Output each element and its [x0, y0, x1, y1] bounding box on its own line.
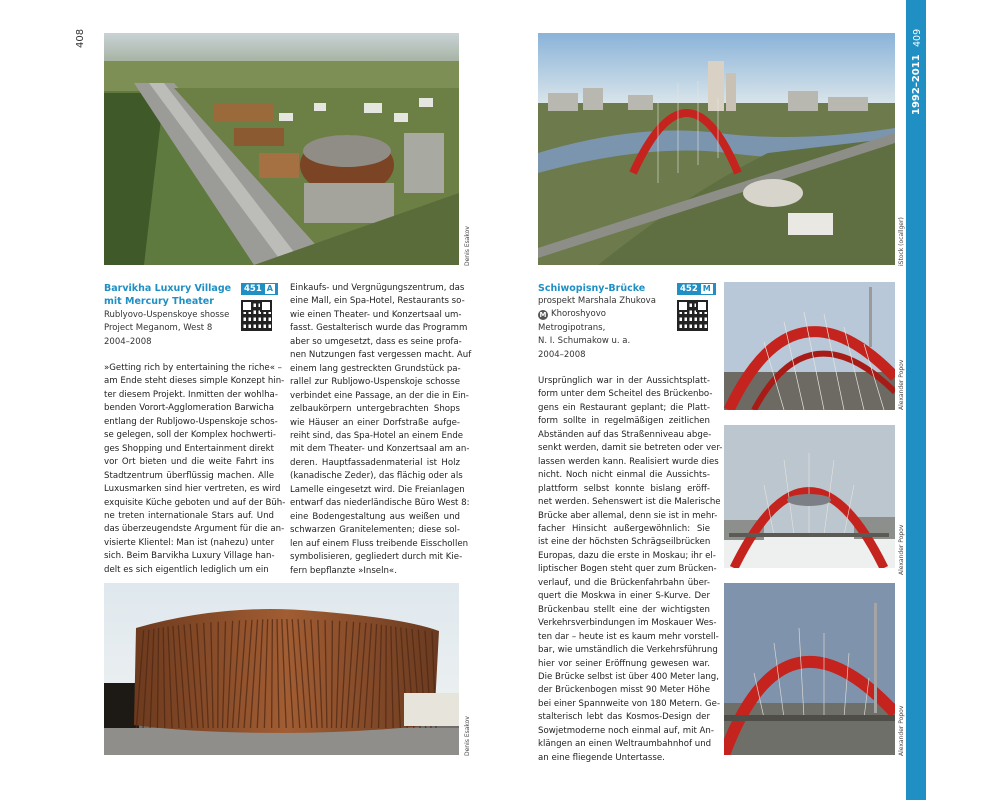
- text-line: rallel zur Rubljowo-Uspenskoje schosse: [290, 377, 460, 388]
- entry-451-number-badge: [241, 283, 278, 295]
- photo-credit-left-bottom: Denis Esakov: [464, 716, 471, 756]
- text-line: wie einen Theater- und Konzertsaal um-: [290, 309, 462, 320]
- entry-451-text-column-1: [104, 362, 286, 577]
- text-line: quert die Moskwa in einer S-Kurve. Der: [538, 591, 710, 602]
- text-line: ist eine der höchsten Schrägseilbrücken: [538, 537, 711, 548]
- theater-facade-photo: [104, 583, 459, 755]
- text-line: liptischer Bogen steht quer zum Brücken-: [538, 564, 717, 575]
- text-line: das überzeugendste Argument für die an-: [104, 524, 285, 535]
- text-line: Brückenbau stellt eine der wichtigsten: [538, 604, 710, 615]
- text-line: plattform selbst konnte bislang eröff-: [538, 483, 710, 494]
- text-line: form unter dem Scheitel des Brückenbo-: [538, 389, 713, 400]
- text-line: fern bepflanzte »Inseln«.: [290, 565, 397, 576]
- entry-452-title: Schiwopisny-Brücke: [538, 283, 646, 294]
- text-line: Abständen auf das Straßenniveau abge-: [538, 429, 712, 440]
- photo-credit-side-3: Alexander Popov: [898, 705, 905, 756]
- text-line: Einkaufs- und Vergnügungszentrum, das: [290, 283, 465, 293]
- text-line: wie Häuser an einer Dorfstraße aufge-: [290, 417, 460, 428]
- left-page-number: 408: [75, 28, 86, 48]
- text-line: Die Brücke selbst ist über 400 Meter lang,: [538, 671, 719, 682]
- text-line: gens ein Restaurant geplant; die Platt-: [538, 402, 710, 413]
- entry-451-category-letter: A: [266, 284, 273, 293]
- entry-451-years: 2004–2008: [104, 336, 152, 347]
- text-line: se gelegen, soll der Komplex hochwerti-: [104, 430, 277, 441]
- entry-451-text-column-2: [290, 282, 472, 578]
- text-line: benden Vorort-Agglomeration Barwicha: [104, 403, 274, 414]
- text-line: mit dem Theater- und Konzertsaal am an-: [290, 444, 470, 455]
- text-line: schwarzen Granitelementen; diese sol-: [290, 525, 460, 536]
- text-line: hier vor seiner Eröffnung gewesen war.: [538, 658, 710, 669]
- photo-credit-left-top: Denis Esakov: [464, 226, 471, 266]
- text-line: Verkehrsverbindungen im Moskauer Wes-: [538, 618, 717, 629]
- entry-452-engineers-1: Metrogipotrans,: [538, 322, 606, 333]
- text-line: visierte Klientel: Man ist (nahezu) unter: [104, 537, 275, 548]
- text-line: am Ende steht dieses simple Konzept hin-: [104, 376, 285, 387]
- entry-451-title: [104, 282, 244, 308]
- text-line: nicht. Noch nicht einmal die Aussichts-: [538, 470, 710, 481]
- bridge-arch-photo-1: [724, 282, 895, 410]
- bridge-arch-photo-2: [724, 425, 895, 568]
- entry-452-address: prospekt Marshala Zhukova: [538, 296, 656, 306]
- entry-452-metro: [538, 308, 678, 321]
- text-line: reiht sind, das Spa-Hotel an einem Ende: [290, 430, 464, 441]
- text-line: delt es sich eigentlich lediglich um ein: [104, 564, 269, 575]
- photo-credit-right-top: iStock (ocallger): [898, 217, 905, 266]
- entry-452-meta: [538, 295, 678, 362]
- entry-452-engineers-2: N. I. Schumakow u. a.: [538, 336, 631, 347]
- text-line: der Brückenbogen misst 90 Meter Höhe: [538, 685, 710, 696]
- chapter-period-label: 1992–2011: [911, 54, 922, 115]
- text-line: Brücke aber allemal, denn sie ist in mehr-: [538, 510, 718, 521]
- text-line: entwarf das niederländische Büro West 8:: [290, 498, 470, 509]
- text-line: senkt werden, damit sie betreten oder ver-: [538, 443, 723, 454]
- text-line: nen Nutzungen fast vergessen macht. Auf: [290, 350, 472, 361]
- text-line: klängen an einen Weltraumbahnhof und: [538, 739, 712, 750]
- bridge-arch-photo-3: [724, 583, 895, 755]
- text-line: an eine fliegende Untertasse.: [538, 752, 665, 763]
- text-line: facher Hinsicht außergewöhnlich: Sie: [538, 523, 710, 534]
- entry-451-address: Rublyovo-Uspenskoye shosse: [104, 310, 230, 320]
- text-line: entlang der Rubljowo-Uspenskoje schos-: [104, 416, 278, 427]
- metro-icon: M: [539, 311, 547, 320]
- entry-451-architects: Project Meganom, West 8: [104, 323, 213, 334]
- text-line: einem lang gestreckten Grundstück pa-: [290, 363, 461, 374]
- text-line: Luxusmarken sind hier vertreten, es wird: [104, 484, 281, 495]
- text-line: net werden. Sehenswert ist die Malerische: [538, 497, 721, 508]
- text-line: »Getting rich by entertaining the riche« –: [104, 363, 282, 373]
- text-line: ten dar – heute ist es kaum mehr vorstell-: [538, 631, 719, 642]
- text-line: len auf einem Fluss treibende Eisschollen: [290, 538, 469, 549]
- photo-credit-side-2: Alexander Popov: [898, 524, 905, 575]
- entry-452-years: 2004–2008: [538, 349, 586, 360]
- text-line: Lamelle eingesetzt wird. Die Freianlagen: [290, 484, 465, 495]
- text-line: fasst. Gestalterisch wurde das Programm: [290, 323, 468, 334]
- entry-452-number-badge: [677, 283, 716, 295]
- entry-452-text: [538, 375, 723, 765]
- entry-452-number: 452: [680, 284, 698, 294]
- text-line: Sowjetmoderne noch einmal auf, mit An-: [538, 725, 714, 736]
- text-line: zelbaukörpern untergebrachten Shops: [290, 404, 460, 415]
- entry-452-qr-code-icon[interactable]: [677, 300, 708, 331]
- text-line: aber so umgesetzt, dass es seine profa-: [290, 336, 462, 347]
- text-line: ges Shopping und Entertainment direkt: [104, 443, 274, 454]
- text-line: verlauf, und die Brückenfahrbahn über-: [538, 577, 710, 588]
- text-line: sich. Beim Barvikha Luxury Village han-: [104, 551, 275, 562]
- chapter-sidebar-strip: [906, 0, 926, 800]
- entry-451-qr-code-icon[interactable]: [241, 300, 272, 331]
- text-line: bar, wie umständlich die Verkehrsführung: [538, 645, 718, 656]
- text-line: vor Ort bieten und die weite Fahrt ins: [104, 457, 274, 468]
- entry-451-meta: [104, 309, 244, 349]
- text-line: exquisite Küche geboten und auf der Büh-: [104, 497, 286, 508]
- text-line: Ursprünglich war in der Aussichtsplatt-: [538, 376, 710, 386]
- text-line: Europas, dazu die erste in Moskau; ihr el-: [538, 550, 716, 561]
- entry-451-number: 451: [244, 284, 262, 294]
- entry-452-metro-station: Khoroshyovo: [551, 309, 606, 320]
- text-line: verbindet eine Passage, an der die in Ein-: [290, 390, 469, 401]
- text-line: form sollte in regelmäßigen zeitlichen: [538, 416, 710, 427]
- bridge-aerial-photo: [538, 33, 895, 265]
- text-line: deren. Hauptfassadenmaterial ist Holz: [290, 457, 460, 468]
- text-line: stalterisch lebt das Kosmos-Design der: [538, 712, 710, 723]
- text-line: eine Bodengestaltung aus weißen und: [290, 511, 460, 522]
- text-line: lassen werden kann. Realisiert wurde dies: [538, 456, 719, 467]
- aerial-photo-barvikha: [104, 33, 459, 265]
- text-line: ne treten internationale Stars auf. Und: [104, 510, 274, 521]
- text-line: bei einer Spannweite von 180 Metern. Ge-: [538, 698, 721, 709]
- entry-452-category-letter: M: [702, 284, 711, 293]
- text-line: eine Mall, ein Spa-Hotel, Restaurants so-: [290, 296, 465, 307]
- text-line: symbolisieren, gegliedert durch mit Kie-: [290, 552, 463, 563]
- text-line: ter diesem Projekt. Inmitten der wohlha-: [104, 389, 278, 400]
- entry-451-title-line1: Barvikha Luxury Village: [104, 283, 232, 294]
- right-page-number: 409: [912, 28, 923, 47]
- text-line: Stadtzentrum überflüssig machen. Alle: [104, 470, 274, 481]
- text-line: (kanadische Zeder), das flächig oder als: [290, 471, 463, 482]
- entry-451-title-line2: mit Mercury Theater: [104, 296, 214, 307]
- photo-credit-side-1: Alexander Popov: [898, 359, 905, 410]
